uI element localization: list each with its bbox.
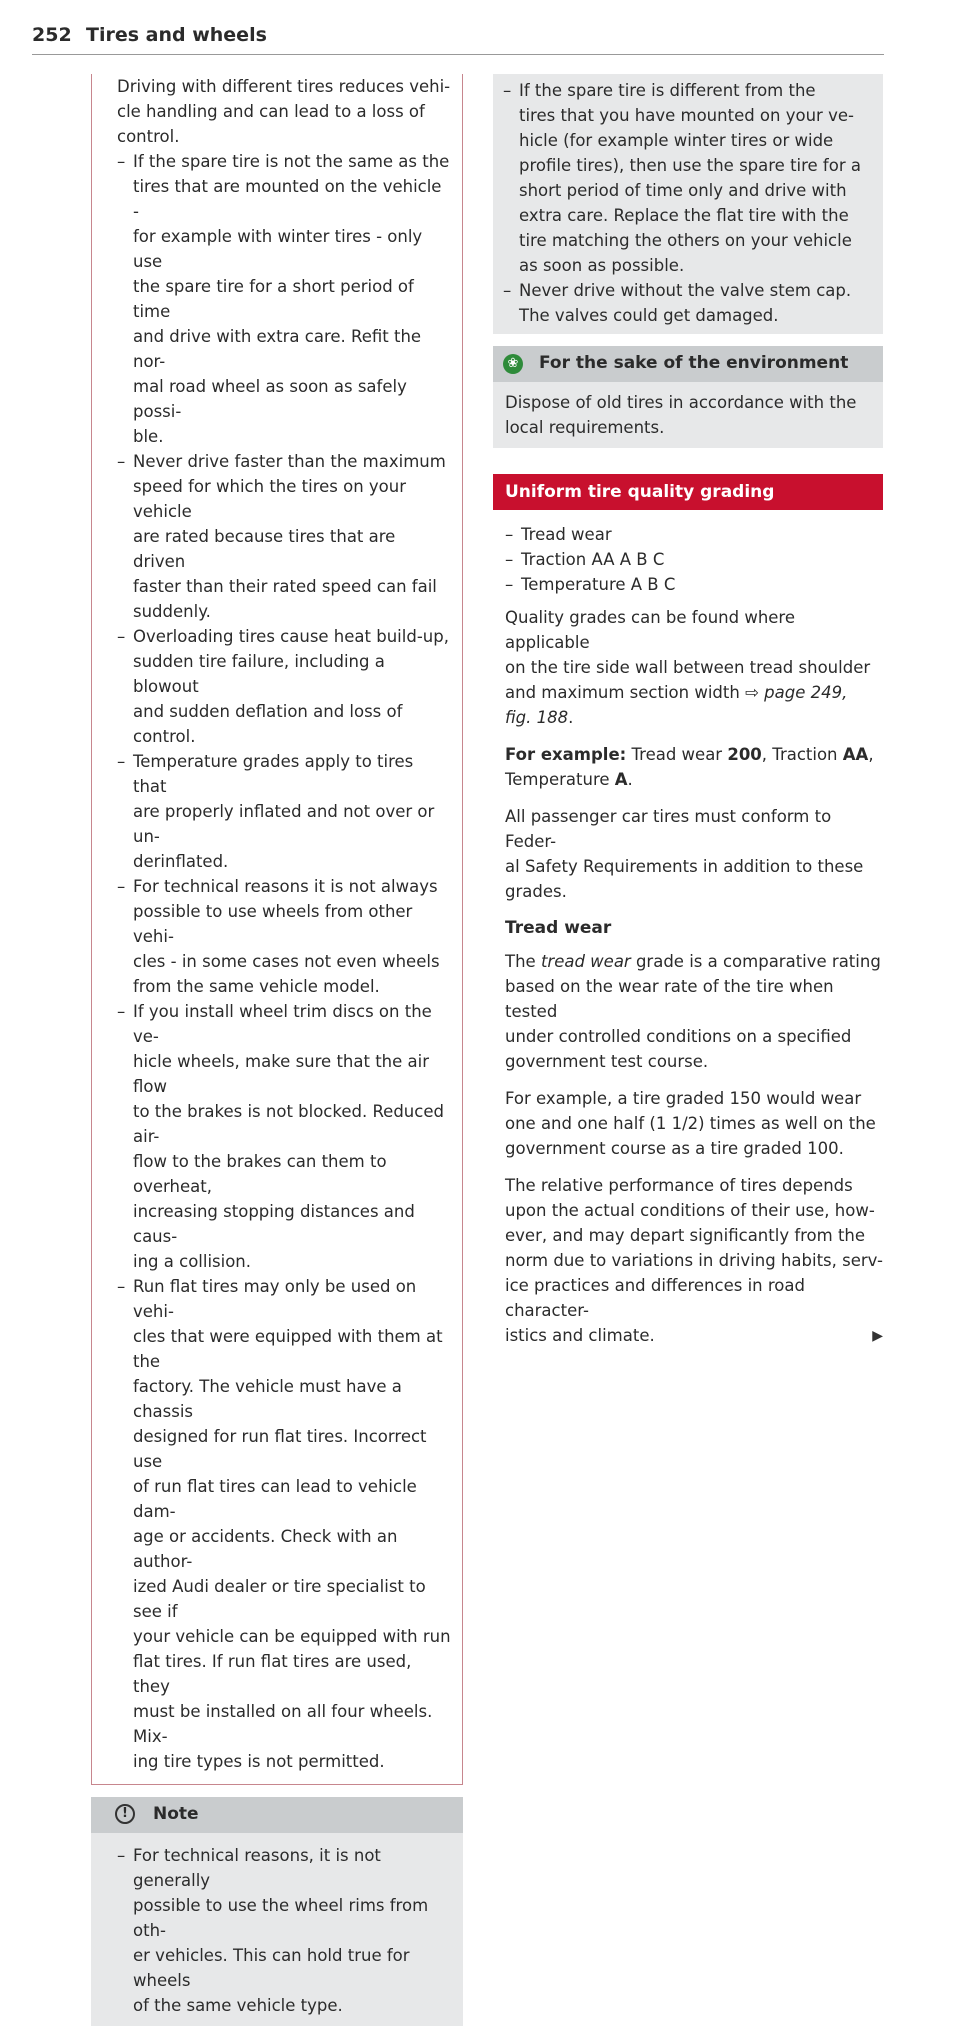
- text-line: control.: [117, 127, 180, 146]
- list-item-line: to the brakes is not blocked. Reduced air-: [133, 1102, 444, 1146]
- environment-label: For the sake of the environment: [539, 353, 849, 373]
- note-list: [91, 1833, 463, 2026]
- text-line: Driving with different tires reduces vehi-: [117, 77, 451, 96]
- example-150-paragraph: [505, 1086, 883, 1161]
- text-line: upon the actual conditions of their use, how-: [505, 1201, 875, 1220]
- list-item-line: flat tires. If run flat tires are used, they: [133, 1652, 412, 1696]
- list-item-line: – For technical reasons, it is not generally: [117, 1846, 381, 1890]
- list-item-line: factory. The vehicle must have a chassis: [133, 1377, 402, 1421]
- text-line: al Safety Requirements in addition to these: [505, 857, 864, 876]
- list-item-line: speed for which the tires on your vehicle: [133, 477, 407, 521]
- performance-paragraph: [505, 1173, 883, 1348]
- page-reference[interactable]: fig. 188: [505, 708, 569, 727]
- list-item-line: mal road wheel as soon as safely possi-: [133, 377, 407, 421]
- list-item-line: of run flat tires can lead to vehicle dam-: [133, 1477, 417, 1521]
- list-item-line: tires that you have mounted on your ve-: [519, 106, 854, 125]
- page-number: 252: [32, 24, 72, 46]
- list-item-line: and drive with extra care. Refit the nor-: [133, 327, 422, 371]
- tread-wear-paragraph: The tread wear grade is a comparative rating based on the wear rate of the tire when tested under controlled conditions on a specified government test course.: [505, 949, 883, 1074]
- section-heading: Uniform tire quality grading: [493, 474, 883, 510]
- list-item-line: derinflated.: [133, 852, 229, 871]
- text-line: grades.: [505, 882, 567, 901]
- list-item-line: short period of time only and drive with: [519, 181, 847, 200]
- environment-text: [493, 382, 883, 448]
- list-item-line: the spare tire for a short period of time: [133, 277, 414, 321]
- text-line: ice practices and differences in road character-: [505, 1276, 805, 1320]
- note-continued-list: [493, 74, 883, 334]
- list-item-line: must be installed on all four wheels. Mix-: [133, 1702, 433, 1746]
- quality-paragraph: Quality grades can be found where applicable on the tire side wall between tread shoulder and maximum section width ⇨ page 249, fig. 188.: [505, 608, 871, 727]
- note-header: [91, 1797, 463, 1833]
- text-line: Dispose of old tires in accordance with the: [505, 393, 857, 412]
- list-item-line: ing a collision.: [133, 1252, 252, 1271]
- note-label: Note: [153, 1804, 199, 1824]
- text-line: cle handling and can lead to a loss of: [117, 102, 425, 121]
- list-item-line: possible to use wheels from other vehi-: [133, 902, 413, 946]
- example-paragraph-2: Temperature A.: [505, 770, 633, 789]
- list-item-line: – If the spare tire is not the same as the: [117, 152, 450, 171]
- list-item: – Traction AA A B C: [505, 550, 665, 569]
- list-item-line: tire matching the others on your vehicle: [519, 231, 852, 250]
- list-item-line: sudden tire failure, including a blowout: [133, 652, 385, 696]
- list-item-line: cles that were equipped with them at the: [133, 1327, 443, 1371]
- list-item-line: – Temperature grades apply to tires that: [117, 752, 414, 796]
- list-item-line: designed for run flat tires. Incorrect use: [133, 1427, 427, 1471]
- list-item-line: your vehicle can be equipped with run: [133, 1627, 451, 1646]
- text-line: All passenger car tires must conform to Feder-: [505, 807, 832, 851]
- text-line: For example, a tire graded 150 would wear: [505, 1089, 862, 1108]
- list-item-line: extra care. Replace the flat tire with the: [519, 206, 849, 225]
- list-item-line: – If you install wheel trim discs on the ve-: [117, 1002, 432, 1046]
- list-item-line: age or accidents. Check with an author-: [133, 1527, 398, 1571]
- right-column: [493, 74, 883, 1348]
- list-item-line: – Never drive without the valve stem cap.: [503, 281, 852, 300]
- text-line: government test course.: [505, 1052, 709, 1071]
- list-item-line: are properly inflated and not over or un-: [133, 802, 435, 846]
- info-exclamation-icon: !: [115, 1804, 135, 1824]
- list-item: – Temperature A B C: [505, 575, 676, 594]
- list-item-line: are rated because tires that are driven: [133, 527, 396, 571]
- list-item-line: and sudden deflation and loss of control.: [133, 702, 403, 746]
- chapter-title: Tires and wheels: [86, 24, 267, 46]
- list-item-line: – For technical reasons it is not always: [117, 877, 438, 896]
- page-link[interactable]: ⇨ page 249,: [745, 683, 848, 702]
- list-item-line: – Overloading tires cause heat build-up,: [117, 627, 449, 646]
- tread-wear-heading: Tread wear: [505, 918, 612, 938]
- text-line: government course as a tire graded 100.: [505, 1139, 844, 1158]
- list-item: – Tread wear: [505, 525, 612, 544]
- list-item-line: – Never drive faster than the maximum: [117, 452, 446, 471]
- warning-intro: [117, 74, 452, 149]
- list-item-line: as soon as possible.: [519, 256, 685, 275]
- text-line: local requirements.: [505, 418, 665, 437]
- environment-leaf-icon: ❀: [503, 354, 523, 374]
- note-box: [91, 1797, 463, 2026]
- list-item-line: – If the spare tire is different from the: [503, 81, 816, 100]
- list-item-line: ing tire types is not permitted.: [133, 1752, 385, 1771]
- warning-box: [91, 74, 463, 1785]
- grade-list: [505, 522, 883, 597]
- list-item-line: from the same vehicle model.: [133, 977, 380, 996]
- list-item-line: The valves could get damaged.: [519, 306, 779, 325]
- list-item-line: for example with winter tires - only use: [133, 227, 423, 271]
- text-line: norm due to variations in driving habits, serv-: [505, 1251, 883, 1270]
- environment-header: [493, 346, 883, 382]
- list-item-line: ble.: [133, 427, 164, 446]
- list-item-line: er vehicles. This can hold true for wheels: [133, 1946, 410, 1990]
- list-item-line: ized Audi dealer or tire specialist to see if: [133, 1577, 426, 1621]
- example-paragraph: For example: Tread wear 200, Traction AA,: [505, 745, 874, 764]
- federal-paragraph: [505, 804, 883, 904]
- list-item-line: hicle (for example winter tires or wide: [519, 131, 834, 150]
- text-line: istics and climate.: [505, 1326, 655, 1345]
- continue-arrow-icon: ▶: [872, 1328, 883, 1344]
- list-item-line: possible to use the wheel rims from oth-: [133, 1896, 429, 1940]
- page-header: [32, 22, 884, 55]
- list-item-line: increasing stopping distances and caus-: [133, 1202, 415, 1246]
- list-item-line: tires that are mounted on the vehicle -: [133, 177, 442, 221]
- text-line: under controlled conditions on a specified: [505, 1027, 852, 1046]
- list-item-line: cles - in some cases not even wheels: [133, 952, 440, 971]
- list-item-line: hicle wheels, make sure that the air flow: [133, 1052, 429, 1096]
- text-line: one and one half (1 1/2) times as well on the: [505, 1114, 876, 1133]
- text-line: ever, and may depart significantly from the: [505, 1226, 866, 1245]
- section-content: [493, 522, 883, 1348]
- left-column: [91, 74, 463, 2026]
- list-item-line: faster than their rated speed can fail: [133, 577, 437, 596]
- warning-list: [117, 149, 452, 1774]
- list-item-line: of the same vehicle type.: [133, 1996, 343, 2015]
- list-item-line: suddenly.: [133, 602, 211, 621]
- list-item-line: – Run flat tires may only be used on vehi-: [117, 1277, 417, 1321]
- text-line: based on the wear rate of the tire when tested: [505, 977, 834, 1021]
- text-line: The relative performance of tires depends: [505, 1176, 853, 1195]
- list-item-line: profile tires), then use the spare tire for a: [519, 156, 861, 175]
- list-item-line: flow to the brakes can them to overheat,: [133, 1152, 387, 1196]
